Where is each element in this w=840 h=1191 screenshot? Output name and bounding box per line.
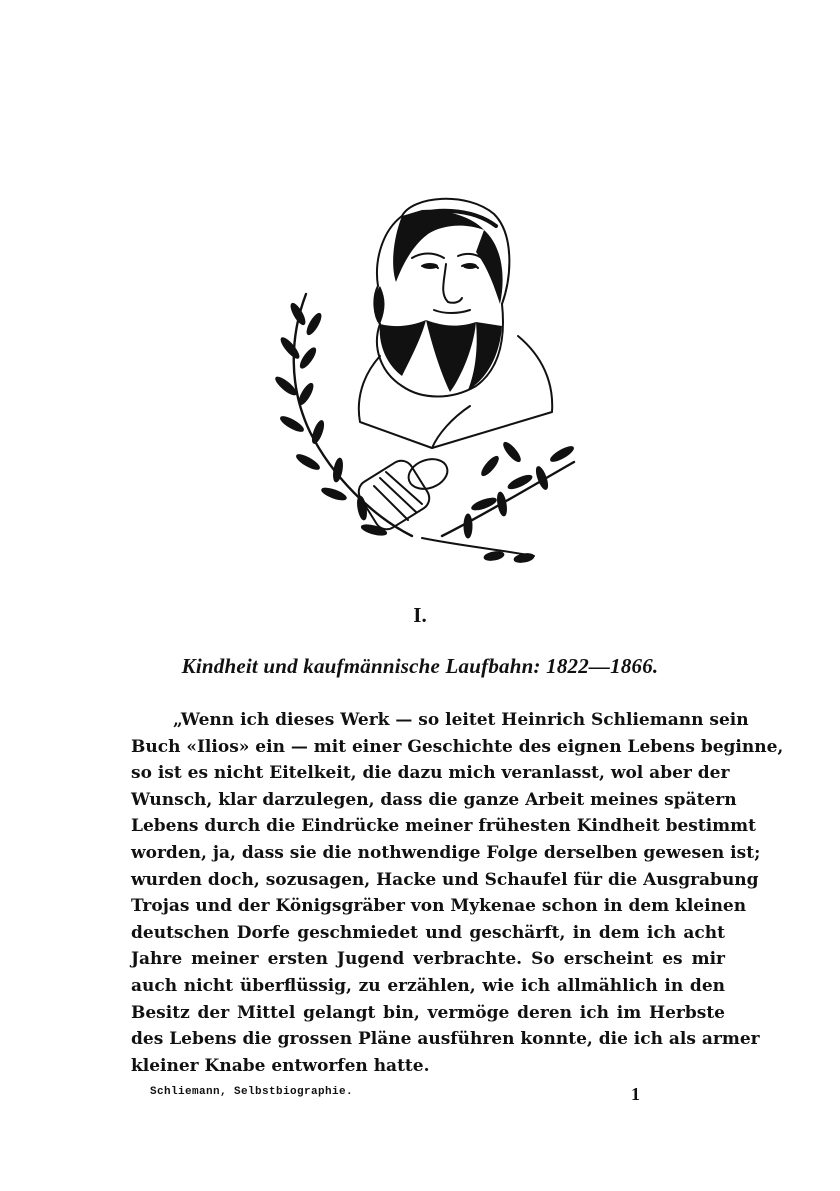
paragraph-line: deutschen Dorfe geschmiedet und geschärft, in dem ich acht bbox=[131, 922, 725, 943]
paragraph-line: „Wenn ich dieses Werk — so leitet Heinrich Schliemann sein bbox=[173, 710, 749, 730]
paragraph-line: Buch «Ilios» ein — mit einer Geschichte des eignen Lebens beginne, bbox=[131, 736, 784, 757]
paragraph-line: Wunsch, klar darzulegen, dass die ganze Arbeit meines spätern bbox=[131, 789, 737, 810]
paragraph-line: Jahre meiner ersten Jugend verbrachte. So erscheint es mir bbox=[131, 949, 725, 970]
running-head: Schliemann, Selbstbiographie. bbox=[150, 1086, 354, 1098]
page-number: 1 bbox=[631, 1084, 640, 1104]
paragraph-line: des Lebens die grossen Pläne ausführen konnte, die ich als armer bbox=[131, 1029, 760, 1050]
page-footer bbox=[150, 1086, 640, 1106]
paragraph-line: Besitz der Mittel gelangt bin, vermöge deren ich im Herbste bbox=[131, 1002, 725, 1023]
paragraph-line: wurden doch, sozusagen, Hacke und Schaufel für die Ausgrabung bbox=[131, 869, 759, 890]
paragraph-line: so ist es nicht Eitelkeit, die dazu mich veranlasst, wol aber der bbox=[131, 763, 730, 784]
paragraph-line: worden, ja, dass sie die nothwendige Folge derselben gewesen ist; bbox=[131, 842, 761, 863]
chapter-title: Kindheit und kaufmännische Laufbahn: 1822—1866. bbox=[181, 654, 659, 678]
chapter-number: I. bbox=[413, 603, 427, 627]
paragraph-line: Lebens durch die Eindrücke meiner frühesten Kindheit bestimmt bbox=[131, 816, 757, 837]
paragraph-line: auch nicht überflüssig, zu erzählen, wie ich allmählich in den bbox=[131, 975, 725, 996]
paragraph-line: Trojas und der Königsgräber von Mykenae schon in dem kleinen bbox=[131, 896, 747, 917]
paragraph-line: kleiner Knabe entworfen hatte. bbox=[131, 1055, 430, 1076]
homer-bust-with-laurel-and-lyre-icon bbox=[262, 186, 578, 578]
body-paragraph bbox=[131, 707, 784, 1079]
